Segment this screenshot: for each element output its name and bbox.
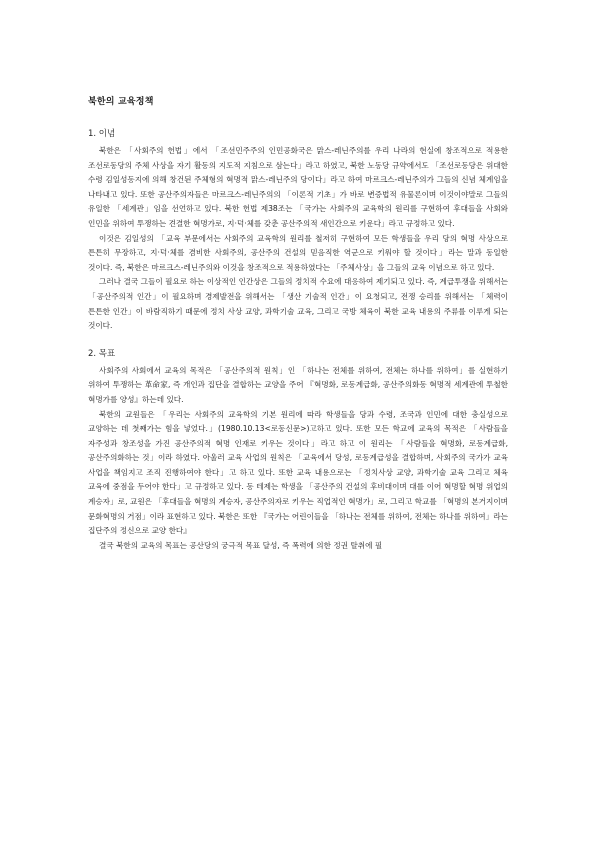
section-heading: 2. 목표: [88, 348, 116, 359]
paragraph: 결국 북한의 교육의 목표는 공산당의 궁극적 목표 달성, 즉 폭력에 의한 정권 탈취에 필: [99, 540, 383, 550]
document-title: 북한의 교육정책: [88, 97, 154, 107]
paragraph: 북한의 교원들은 「우리는 사회주의 교육학의 기본 원리에 따라 학생들을 당과 수령, 조국과 인민에 대한 충실성으로 교양하는 데 첫째가는 힘을 넣었다.」(1980.10.13<로동신문>)고하고 있다. 또한 모든 학교에 교육의 목적은 「사람들을 자주성과 창조성을 가진 공산주의적 혁명 인재로 키우는 것이다」라고 하고 이 원리는 「사람들을 혁명화, 로동계급화, 공산주의화하는 것」이라 하였다. 아울러 교육 사업의 원칙은 「교육에서 당성, 로동계급성을 결합하며, 사회주의 국가가 교육 사업을 책임지고 조직 진행하여야 한다」고 하고 있다. 또한 교육 내용으로는 「정치사상 교양, 과학기술 교육 그리고 체육 교육에 중점을 두어야 한다」고 규정하고 있다. 동 테제는 학생을 「공산주의 건설의 후비대이며 대를 이어 혁명할 혁명 위업의 계승자」로, 교원은 「후대들을 혁명의 계승자, 공산주의자로 키우는 직업적인 혁명가」로, 그리고 학교를 「혁명의 본거지이며 문화혁명의 거점」이라 표현하고 있다. 북한은 또한 『국가는 어린이들을 「하나는 전체를 위하여, 전체는 하나를 위하여」라는 집단주의 정신으로 교양 한다』: [88, 409, 508, 536]
paragraph: 그러나 결국 그들이 필요로 하는 이상적인 인간상은 그들의 정치적 수요에 대응하여 제기되고 있다. 즉, 계급투쟁을 위해서는 「공산주의적 인간」이 필요하며 경제발전을 위해서는 「생산 기술적 인간」이 요청되고, 전쟁 승리를 위해서는 「체력이 튼튼한 인간」이 바람직하기 때문에 정치 사상 교양, 과학기술 교육, 그리고 국방 체육이 북한 교육 내용의 주류를 이루게 되는 것이다.: [88, 277, 508, 331]
document-body: [88, 96, 508, 553]
paragraph: 사회주의 사회에서 교육의 목적은 「공산주의적 원칙」인 「하나는 전체를 위하여, 전체는 하나를 위하여」를 실현하기 위하여 투쟁하는 革命家, 즉 개인과 집단을 결합하는 교양을 주어 『혁명화, 로동계급화, 공산주의화동 혁명적 세계관에 투철한 혁명가를 양성』하는데 있다.: [88, 365, 508, 404]
section-goals: [88, 348, 508, 554]
section-ideology: [88, 128, 508, 334]
paragraph: 북한은 「사회주의 헌법」에서 「조선민주주의 인민공화국은 맑스-레닌주의를 우리 나라의 현실에 창조적으로 적용한 조선로동당의 주체 사상을 자기 활동의 지도적 지침으로 삼는다」라고 하였고, 북한 노동당 규약에서도 「조선로동당은 위대한 수령 김일성동지에 의해 창건된 주체형의 혁명적 맑스-레닌주의 당이다」라고 하여 마르크스-레닌주의가 그들의 신념 체계임을 나타내고 있다. 또한 공산주의자들은 마르크스-레닌주의의 「이론적 기초」가 바로 변증법적 유물론이며 이것이야말로 그들의 유일한 「세계관」임을 선언하고 있다. 북한 헌법 제38조는 「국가는 사회주의 교육학의 원리를 구현하여 후대들을 사회와 인민을 위하여 투쟁하는 견결한 혁명가로, 지·덕·체를 갖춘 공산주의적 새인간으로 키운다」라고 규정하고 있다.: [88, 146, 508, 228]
section-heading: 1. 이념: [88, 129, 116, 139]
section-spacer: [88, 334, 508, 348]
paragraph: 이것은 김일성의 「교육 부문에서는 사회주의 교육학의 원리를 철저히 구현하여 모든 학생들을 우리 당의 혁명 사상으로 튼튼히 무장하고, 지·덕·체를 겸비한 사회주의, 공산주의 건설의 믿음직한 역군으로 키워야 할 것이다」라는 말과 동일한 것이다. 즉, 북한은 마르크스-레닌주의와 이것을 창조적으로 적용하였다는 「주체사상」을 그들의 교육 이념으로 하고 있다.: [88, 233, 508, 272]
